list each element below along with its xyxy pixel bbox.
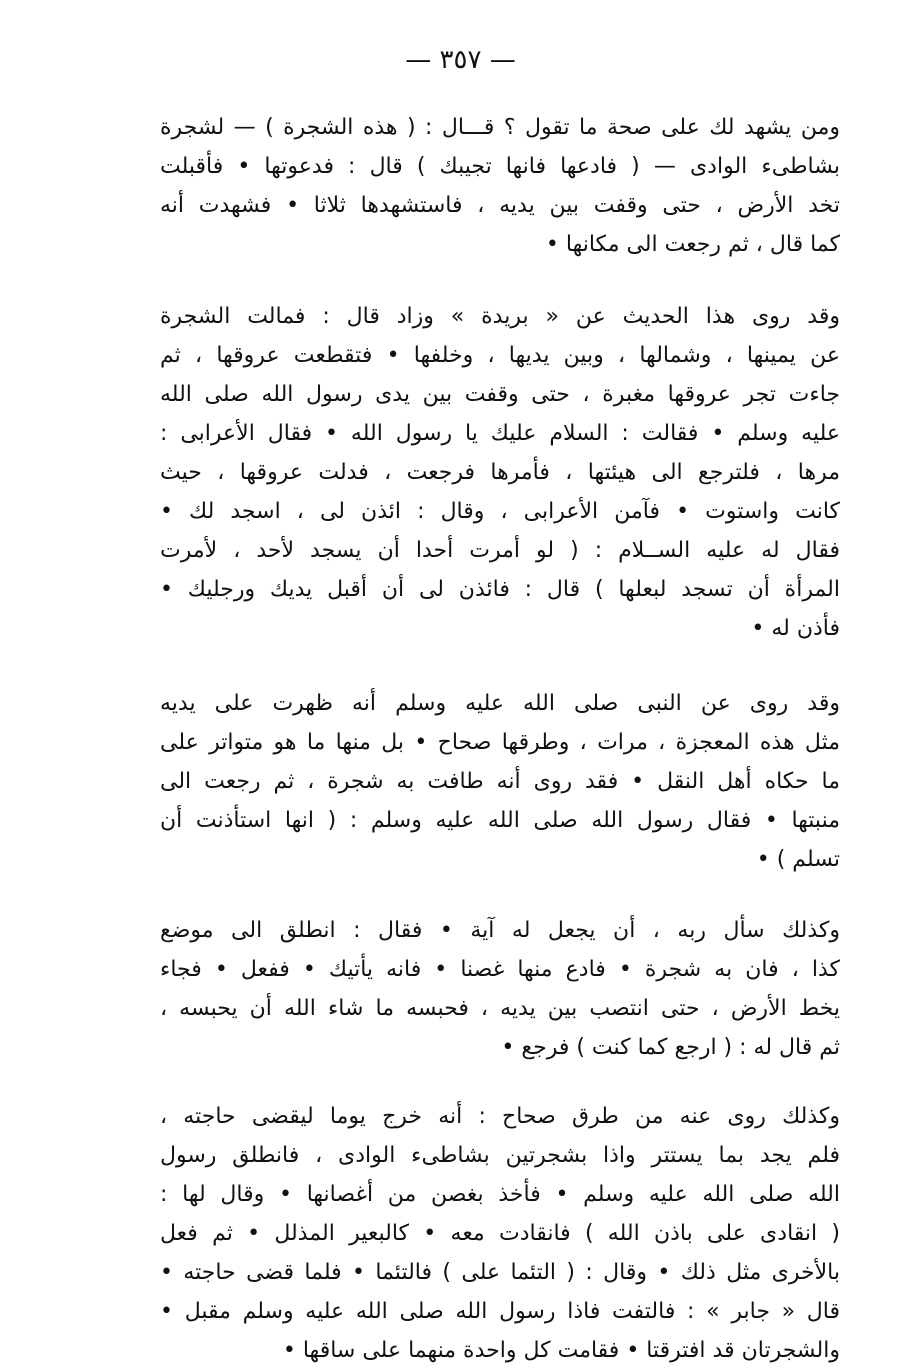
- text-line: عليه وسلم • فقالت : السلام عليك يا رسول الله • فقال الأعرابى :: [160, 421, 840, 446]
- text-line: وقد روى هذا الحديث عن « بريدة » وزاد قال : فمالت الشجرة: [160, 304, 840, 329]
- text-line: فأذن له •: [751, 616, 840, 641]
- paragraph: [160, 297, 840, 648]
- text-line: فقال له عليه الســلام : ( لو أمرت أحدا أن يسجد لأحد ، لأمرت: [160, 538, 840, 563]
- text-line: وكذلك روى عنه من طرق صحاح : أنه خرج يوما ليقضى حاجته ،: [160, 1104, 840, 1129]
- text-line: بالأخرى مثل ذلك • وقال : ( التئما على ) فالتئما • فلما قضى حاجته •: [160, 1260, 840, 1285]
- text-line: بشاطىء الوادى — ( فادعها فانها تجيبك ) قال : فدعوتها • فأقبلت: [160, 154, 840, 179]
- text-line: ( انقادى على باذن الله ) فانقادت معه • كالبعير المذلل • ثم فعل: [160, 1221, 840, 1246]
- text-line: الله صلى الله عليه وسلم • فأخذ بغصن من أغصانها • وقال لها :: [160, 1182, 840, 1207]
- text-line: المرأة أن تسجد لبعلها ) قال : فائذن لى أن أقبل يديك ورجليك •: [160, 577, 840, 602]
- text-line: قال « جابر » : فالتفت فاذا رسول الله صلى الله عليه وسلم مقبل •: [160, 1299, 840, 1324]
- text-line: كانت واستوت • فآمن الأعرابى ، وقال : ائذن لى ، اسجد لك •: [160, 499, 840, 524]
- text-line: مرها ، فلترجع الى هيئتها ، فأمرها فرجعت ، فدلت عروقها ، حيث: [160, 460, 840, 485]
- text-line: فلم يجد بما يستتر واذا بشجرتين بشاطىء الوادى ، فانطلق رسول: [160, 1143, 840, 1168]
- page-number: — ٣٥٧ —: [405, 45, 516, 75]
- text-line: ما حكاه أهل النقل • فقد روى أنه طافت به شجرة ، ثم رجعت الى: [160, 769, 840, 794]
- text-line: ومن يشهد لك على صحة ما تقول ؟ قـــال : ( هذه الشجرة ) — لشجرة: [160, 115, 840, 140]
- paragraph: [160, 684, 840, 879]
- text-line: يخط الأرض ، حتى انتصب بين يديه ، فحبسه ما شاء الله أن يحبسه ،: [160, 996, 840, 1021]
- text-line: عن يمينها ، وشمالها ، وبين يديها ، وخلفها • فتقطعت عروقها ، ثم: [160, 343, 840, 368]
- text-line: جاءت تجر عروقها مغبرة ، حتى وقفت بين يدى رسول الله صلى الله: [160, 382, 840, 407]
- text-line: وقد روى عن النبى صلى الله عليه وسلم أنه ظهرت على يديه: [160, 691, 840, 716]
- text-line: ثم قال له : ( ارجع كما كنت ) فرجع •: [501, 1035, 840, 1060]
- page-text: [160, 108, 840, 1370]
- text-line: مثل هذه المعجزة ، مرات ، وطرقها صحاح • بل منها ما هو متواتر على: [160, 730, 840, 755]
- text-line: تخد الأرض ، حتى وقفت بين يديه ، فاستشهدها ثلاثا • فشهدت أنه: [160, 193, 840, 218]
- paragraph: [160, 1097, 840, 1370]
- paragraph: [160, 911, 840, 1067]
- text-line: منبتها • فقال رسول الله صلى الله عليه وسلم : ( انها استأذنت أن: [160, 808, 840, 833]
- paragraph: [160, 108, 840, 264]
- text-line: وكذلك سأل ربه ، أن يجعل له آية • فقال : انطلق الى موضع: [160, 918, 840, 943]
- text-line: كذا ، فان به شجرة • فادع منها غصنا • فانه يأتيك • ففعل • فجاء: [160, 957, 840, 982]
- text-line: كما قال ، ثم رجعت الى مكانها •: [545, 232, 840, 257]
- text-line: تسلم ) •: [756, 847, 840, 872]
- text-line: والشجرتان قد افترقتا • فقامت كل واحدة منهما على ساقها •: [282, 1338, 840, 1363]
